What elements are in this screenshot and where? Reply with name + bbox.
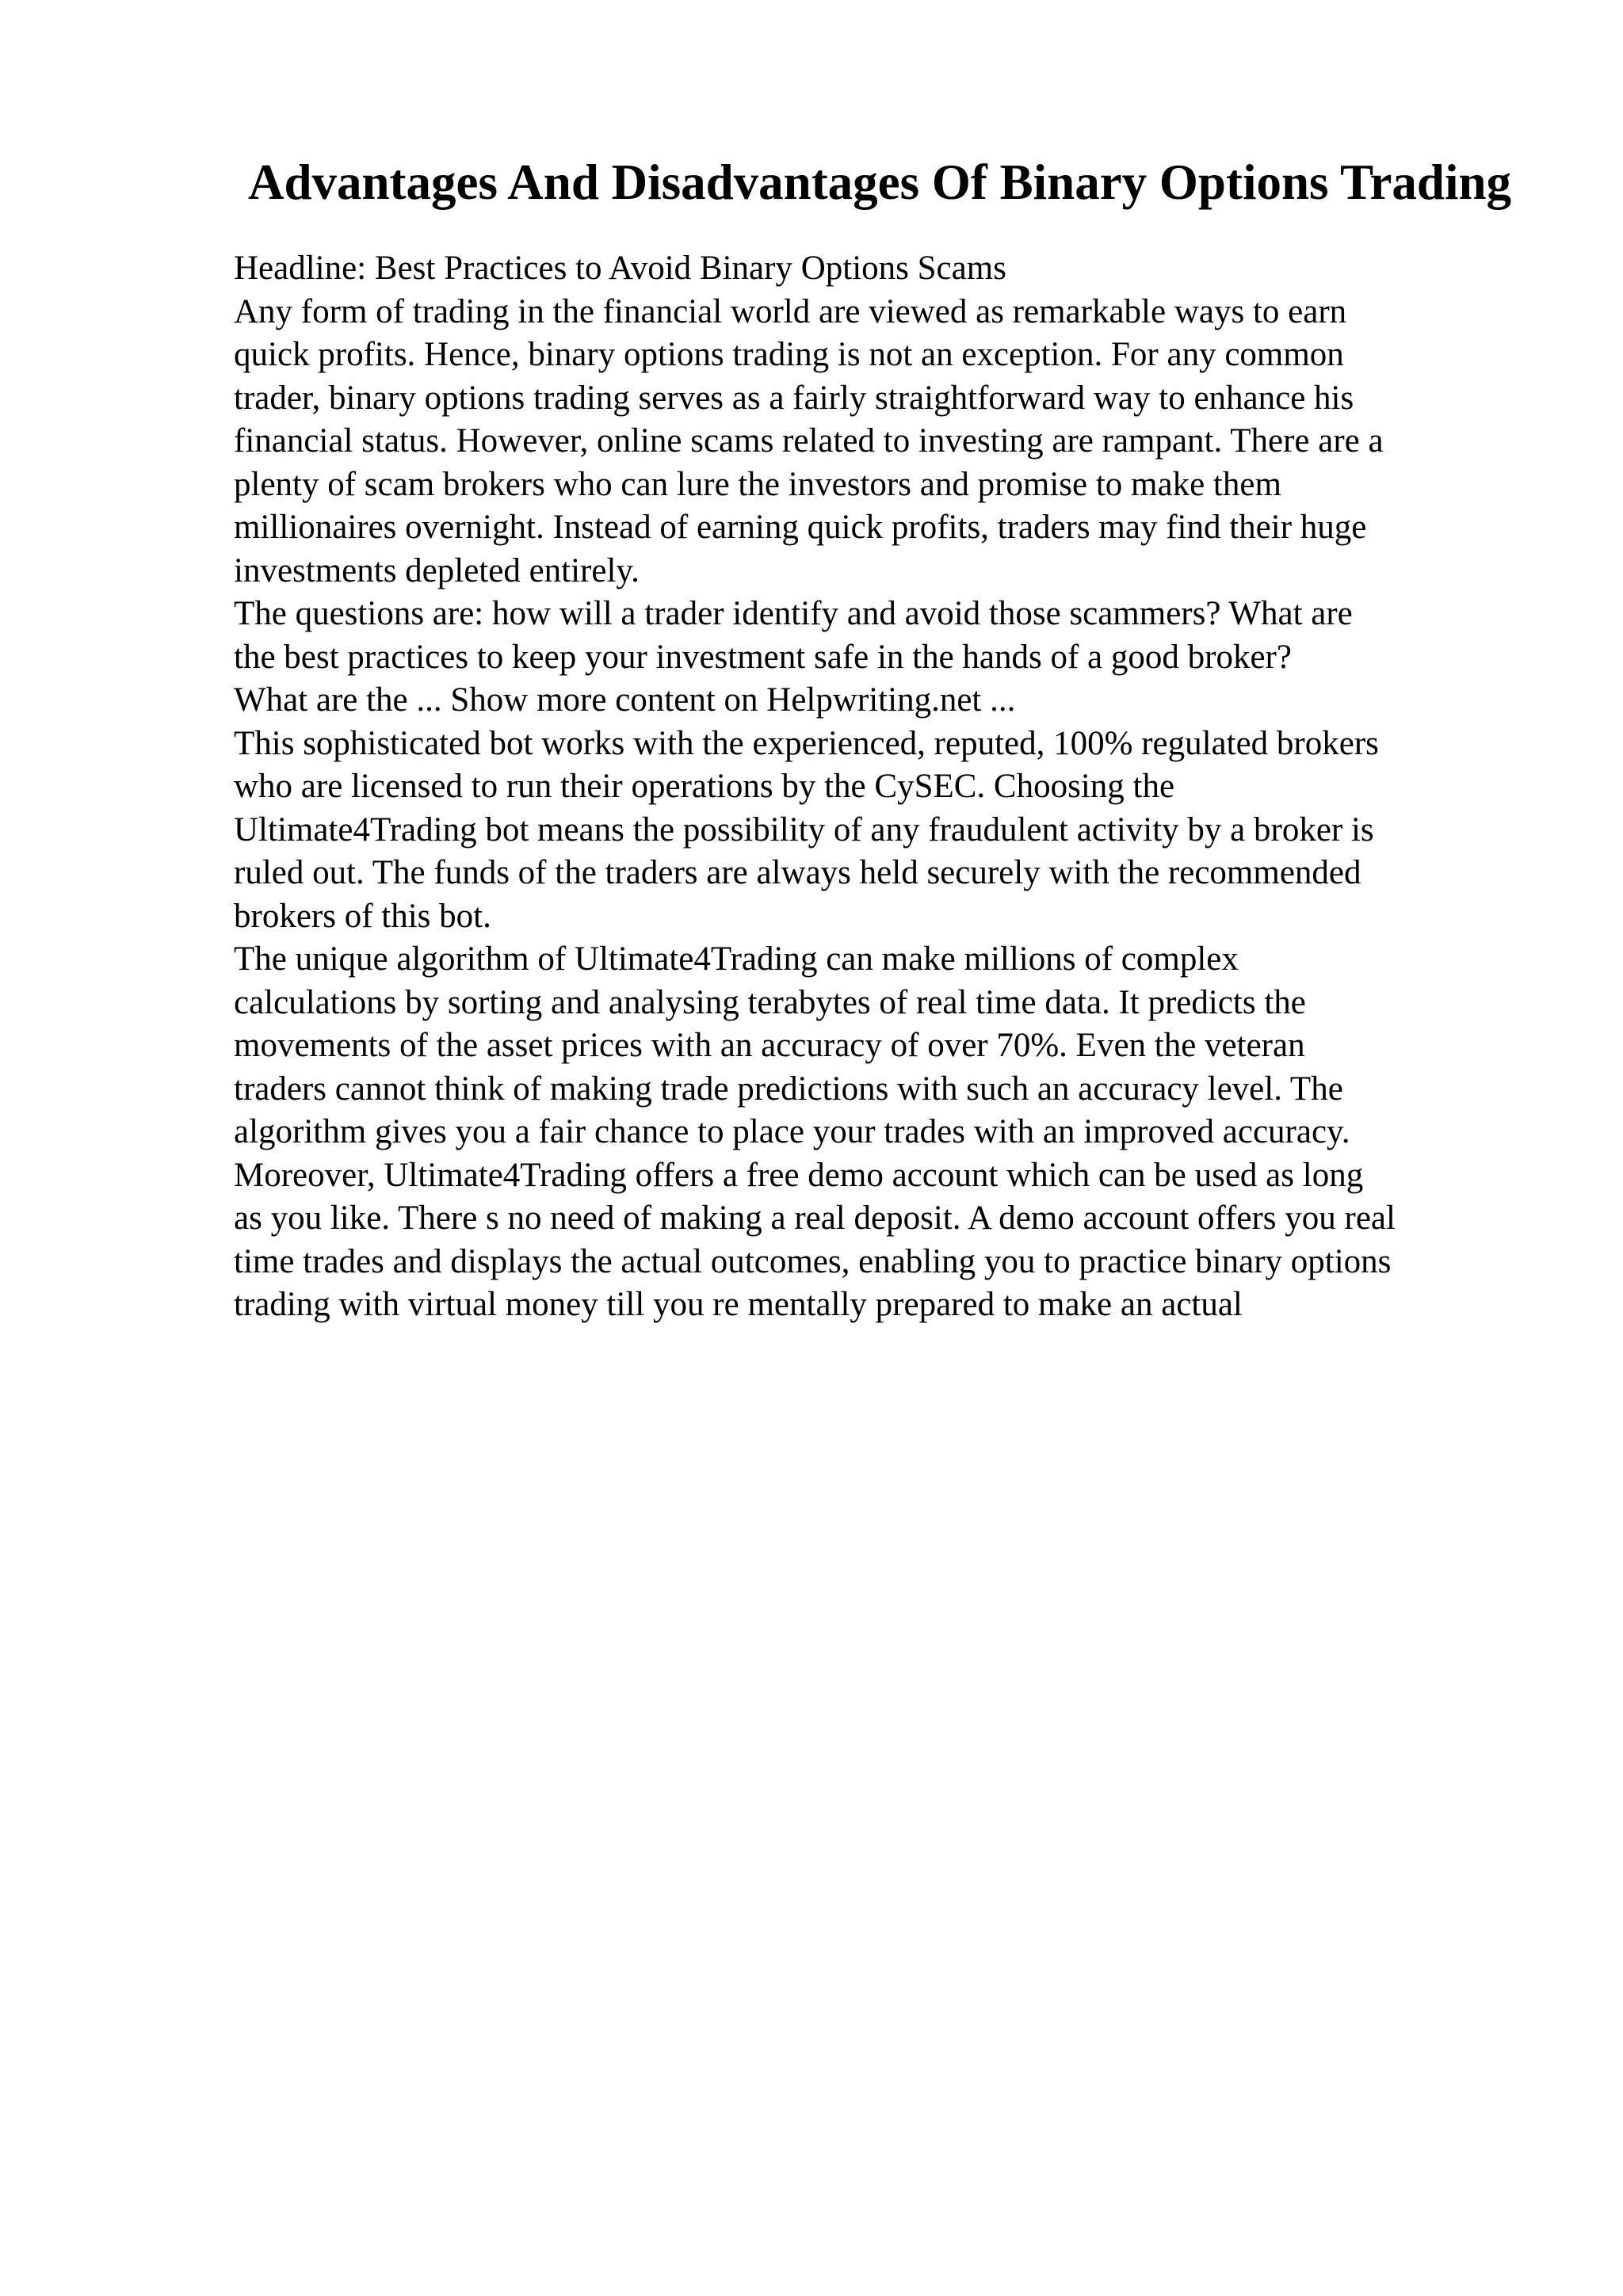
body-line: millionaires overnight. Instead of earning quick profits, traders may find their huge (234, 509, 1367, 546)
body-line: ruled out. The funds of the traders are always held securely with the recommended (234, 854, 1361, 891)
body-line: calculations by sorting and analysing terabytes of real time data. It predicts the (234, 983, 1306, 1021)
headline-line: Headline: Best Practices to Avoid Binary Options Scams (234, 250, 1006, 287)
body-line: The unique algorithm of Ultimate4Trading can make millions of complex (234, 940, 1239, 978)
body-line: financial status. However, online scams related to investing are rampant. There are a (234, 422, 1384, 460)
body-line: This sophisticated bot works with the experienced, reputed, 100% regulated brokers (234, 724, 1379, 762)
body-line: as you like. There s no need of making a real deposit. A demo account offers you real (234, 1199, 1396, 1237)
body-line: traders cannot think of making trade predictions with such an accuracy level. The (234, 1070, 1343, 1108)
body-line: The questions are: how will a trader identify and avoid those scammers? What are (234, 595, 1353, 632)
body-line: brokers of this bot. (234, 897, 491, 935)
body-line: plenty of scam brokers who can lure the investors and promise to make them (234, 465, 1281, 503)
body-line: Any form of trading in the financial world are viewed as remarkable ways to earn (234, 292, 1347, 330)
body-line: quick profits. Hence, binary options trading is not an exception. For any common (234, 336, 1344, 373)
document-body (234, 247, 1533, 1327)
body-line: movements of the asset prices with an accuracy of over 70%. Even the veteran (234, 1027, 1305, 1064)
body-line: trading with virtual money till you re mentally prepared to make an actual (234, 1286, 1243, 1323)
body-line: time trades and displays the actual outcomes, enabling you to practice binary options (234, 1242, 1392, 1280)
document-title: Advantages And Disadvantages Of Binary Options Trading (247, 154, 1511, 210)
body-line: the best practices to keep your investment safe in the hands of a good broker? (234, 638, 1292, 676)
body-line: trader, binary options trading serves as a fairly straightforward way to enhance his (234, 379, 1354, 417)
body-line: algorithm gives you a fair chance to place your trades with an improved accuracy. (234, 1113, 1350, 1150)
body-line: investments depleted entirely. (234, 551, 640, 589)
body-line: Moreover, Ultimate4Trading offers a free demo account which can be used as long (234, 1156, 1364, 1194)
body-line: who are licensed to run their operations by the CySEC. Choosing the (234, 768, 1175, 805)
show-more-line: What are the ... Show more content on Helpwriting.net ... (234, 681, 1016, 719)
body-line: Ultimate4Trading bot means the possibility of any fraudulent activity by a broker is (234, 810, 1374, 849)
